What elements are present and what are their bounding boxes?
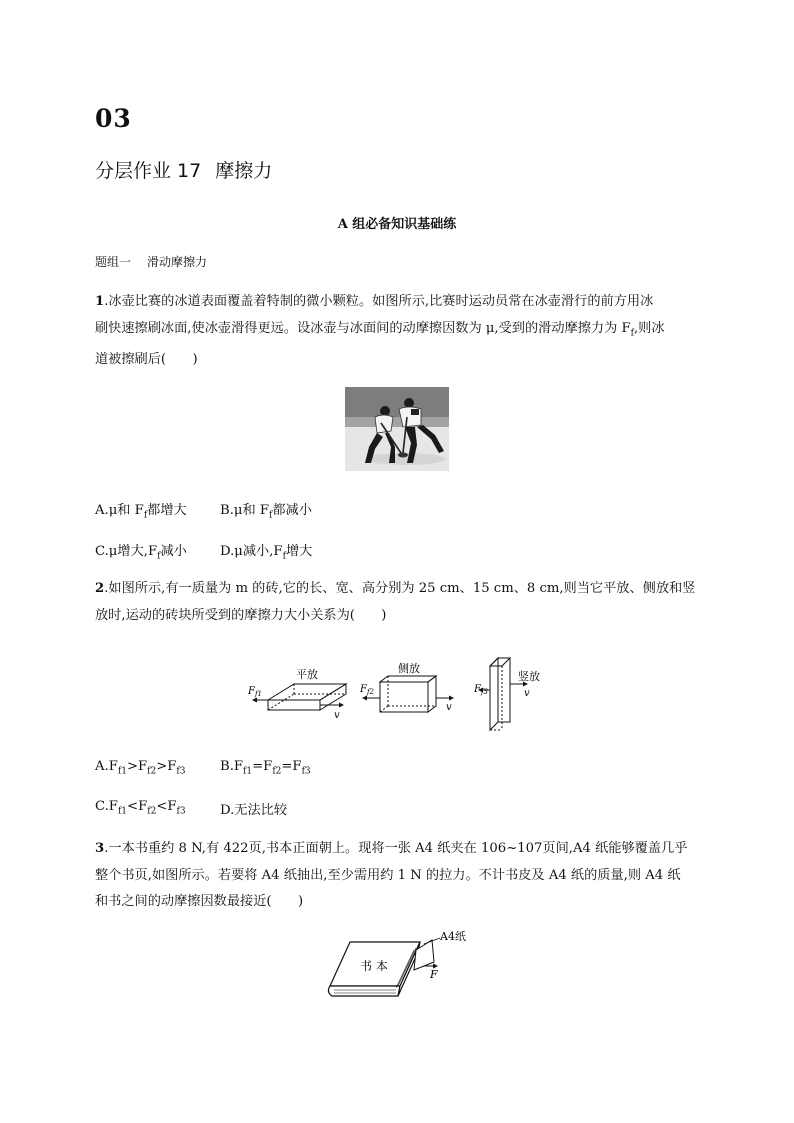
q2-option-b: $B.F_{f1}=F_{f2}=F_{f3}$ [220, 759, 311, 777]
brick-flat [268, 684, 346, 710]
q3-line3 [95, 889, 705, 916]
group-label: 题组一 [95, 255, 132, 269]
q1-text-2-end: ,则冰 [633, 320, 665, 336]
q3-line2 [95, 863, 705, 890]
book-figure [322, 926, 480, 1002]
q1-line2 [95, 316, 705, 347]
q3-text-1: .一本书重约 8 N,有 422页,书本正面朝上。现将一张 A4 纸夹在 106~107页间,A4 纸能够覆盖几乎 [104, 841, 688, 856]
question-3 [95, 836, 705, 916]
section-heading: A 组必备知识基础练 [337, 217, 457, 232]
q1-option-d: D.μ减小$,F_f$增大 [220, 544, 313, 562]
label-ff3: $F_{f3}$ [474, 684, 488, 696]
label-side: 侧放 [398, 662, 420, 675]
curling-photo [345, 387, 449, 471]
title-sub: 摩擦力 [215, 160, 273, 182]
q1-line3 [95, 347, 705, 374]
brick-upright [490, 658, 510, 730]
q3-text-2: 整个书页,如图所示。若要将 A4 纸抽出,至少需用约 1 N 的拉力。不计书皮及 A4 纸的质量,则 A4 纸 [95, 867, 681, 883]
label-flat: 平放 [296, 668, 318, 681]
force-label: F [430, 968, 438, 981]
q1-sub-f: f [630, 328, 634, 339]
q2-text-1: .如图所示,有一质量为 m 的砖,它的长、宽、高分别为 25 cm、15 cm、8 cm,则当它平放、侧放和竖 [104, 581, 696, 596]
label-v2: v [446, 702, 452, 713]
book-label: 书 本 [360, 959, 388, 973]
brick-side [380, 676, 436, 712]
chapter-number: 03 [95, 104, 132, 133]
bricks-figure [248, 652, 553, 732]
q2-line1 [95, 576, 705, 603]
page-title [95, 156, 272, 183]
q1-option-c: C.μ增大$,F_f$减小 [95, 544, 187, 562]
label-upright: 竖放 [518, 670, 540, 683]
label-ff2: $F_{f2}$ [360, 684, 374, 696]
q2-text-2: 放时,运动的砖块所受到的摩擦力大小关系为( ) [95, 607, 387, 623]
q2-line2 [95, 603, 705, 630]
q1-text-2: 刷快速擦刷冰面,使冰壶滑得更远。设冰壶与冰面间的动摩擦因数为 μ,受到的滑动摩擦力为 F [95, 320, 631, 336]
q1-text-1: .冰壶比赛的冰道表面覆盖着特制的微小颗粒。如图所示,比赛时运动员常在冰壶滑行的前方用冰 [104, 294, 654, 309]
q2-number: 2 [95, 581, 105, 596]
q3-number: 3 [95, 841, 105, 856]
title-main: 分层作业 17 [95, 160, 202, 182]
q1-text-3: 道被擦刷后( ) [95, 351, 198, 367]
q1-line1 [95, 289, 705, 316]
question-1 [95, 289, 705, 373]
q2-option-a: $A.F_{f1}>F_{f2}>F_{f3}$ [95, 759, 186, 777]
question-group-heading [95, 253, 207, 270]
label-ff1: $F_{f1}$ [248, 686, 262, 698]
q3-line1 [95, 836, 705, 863]
label-v3: v [524, 688, 530, 699]
q2-option-d: D.无法比较 [220, 803, 288, 818]
q1-option-b: B.μ和 $F_f$都减小 [220, 503, 312, 521]
q2-option-c: $C.F_{f1}<F_{f2}<F_{f3}$ [95, 799, 186, 817]
a4-label: A4纸 [440, 930, 466, 943]
q1-number: 1 [95, 294, 105, 309]
label-v1: v [334, 710, 340, 721]
q1-option-a: A.μ和 $F_f$都增大 [95, 503, 187, 521]
q3-text-3: 和书之间的动摩擦因数最接近( ) [95, 894, 304, 909]
question-2 [95, 576, 705, 629]
group-name: 滑动摩擦力 [147, 255, 208, 269]
